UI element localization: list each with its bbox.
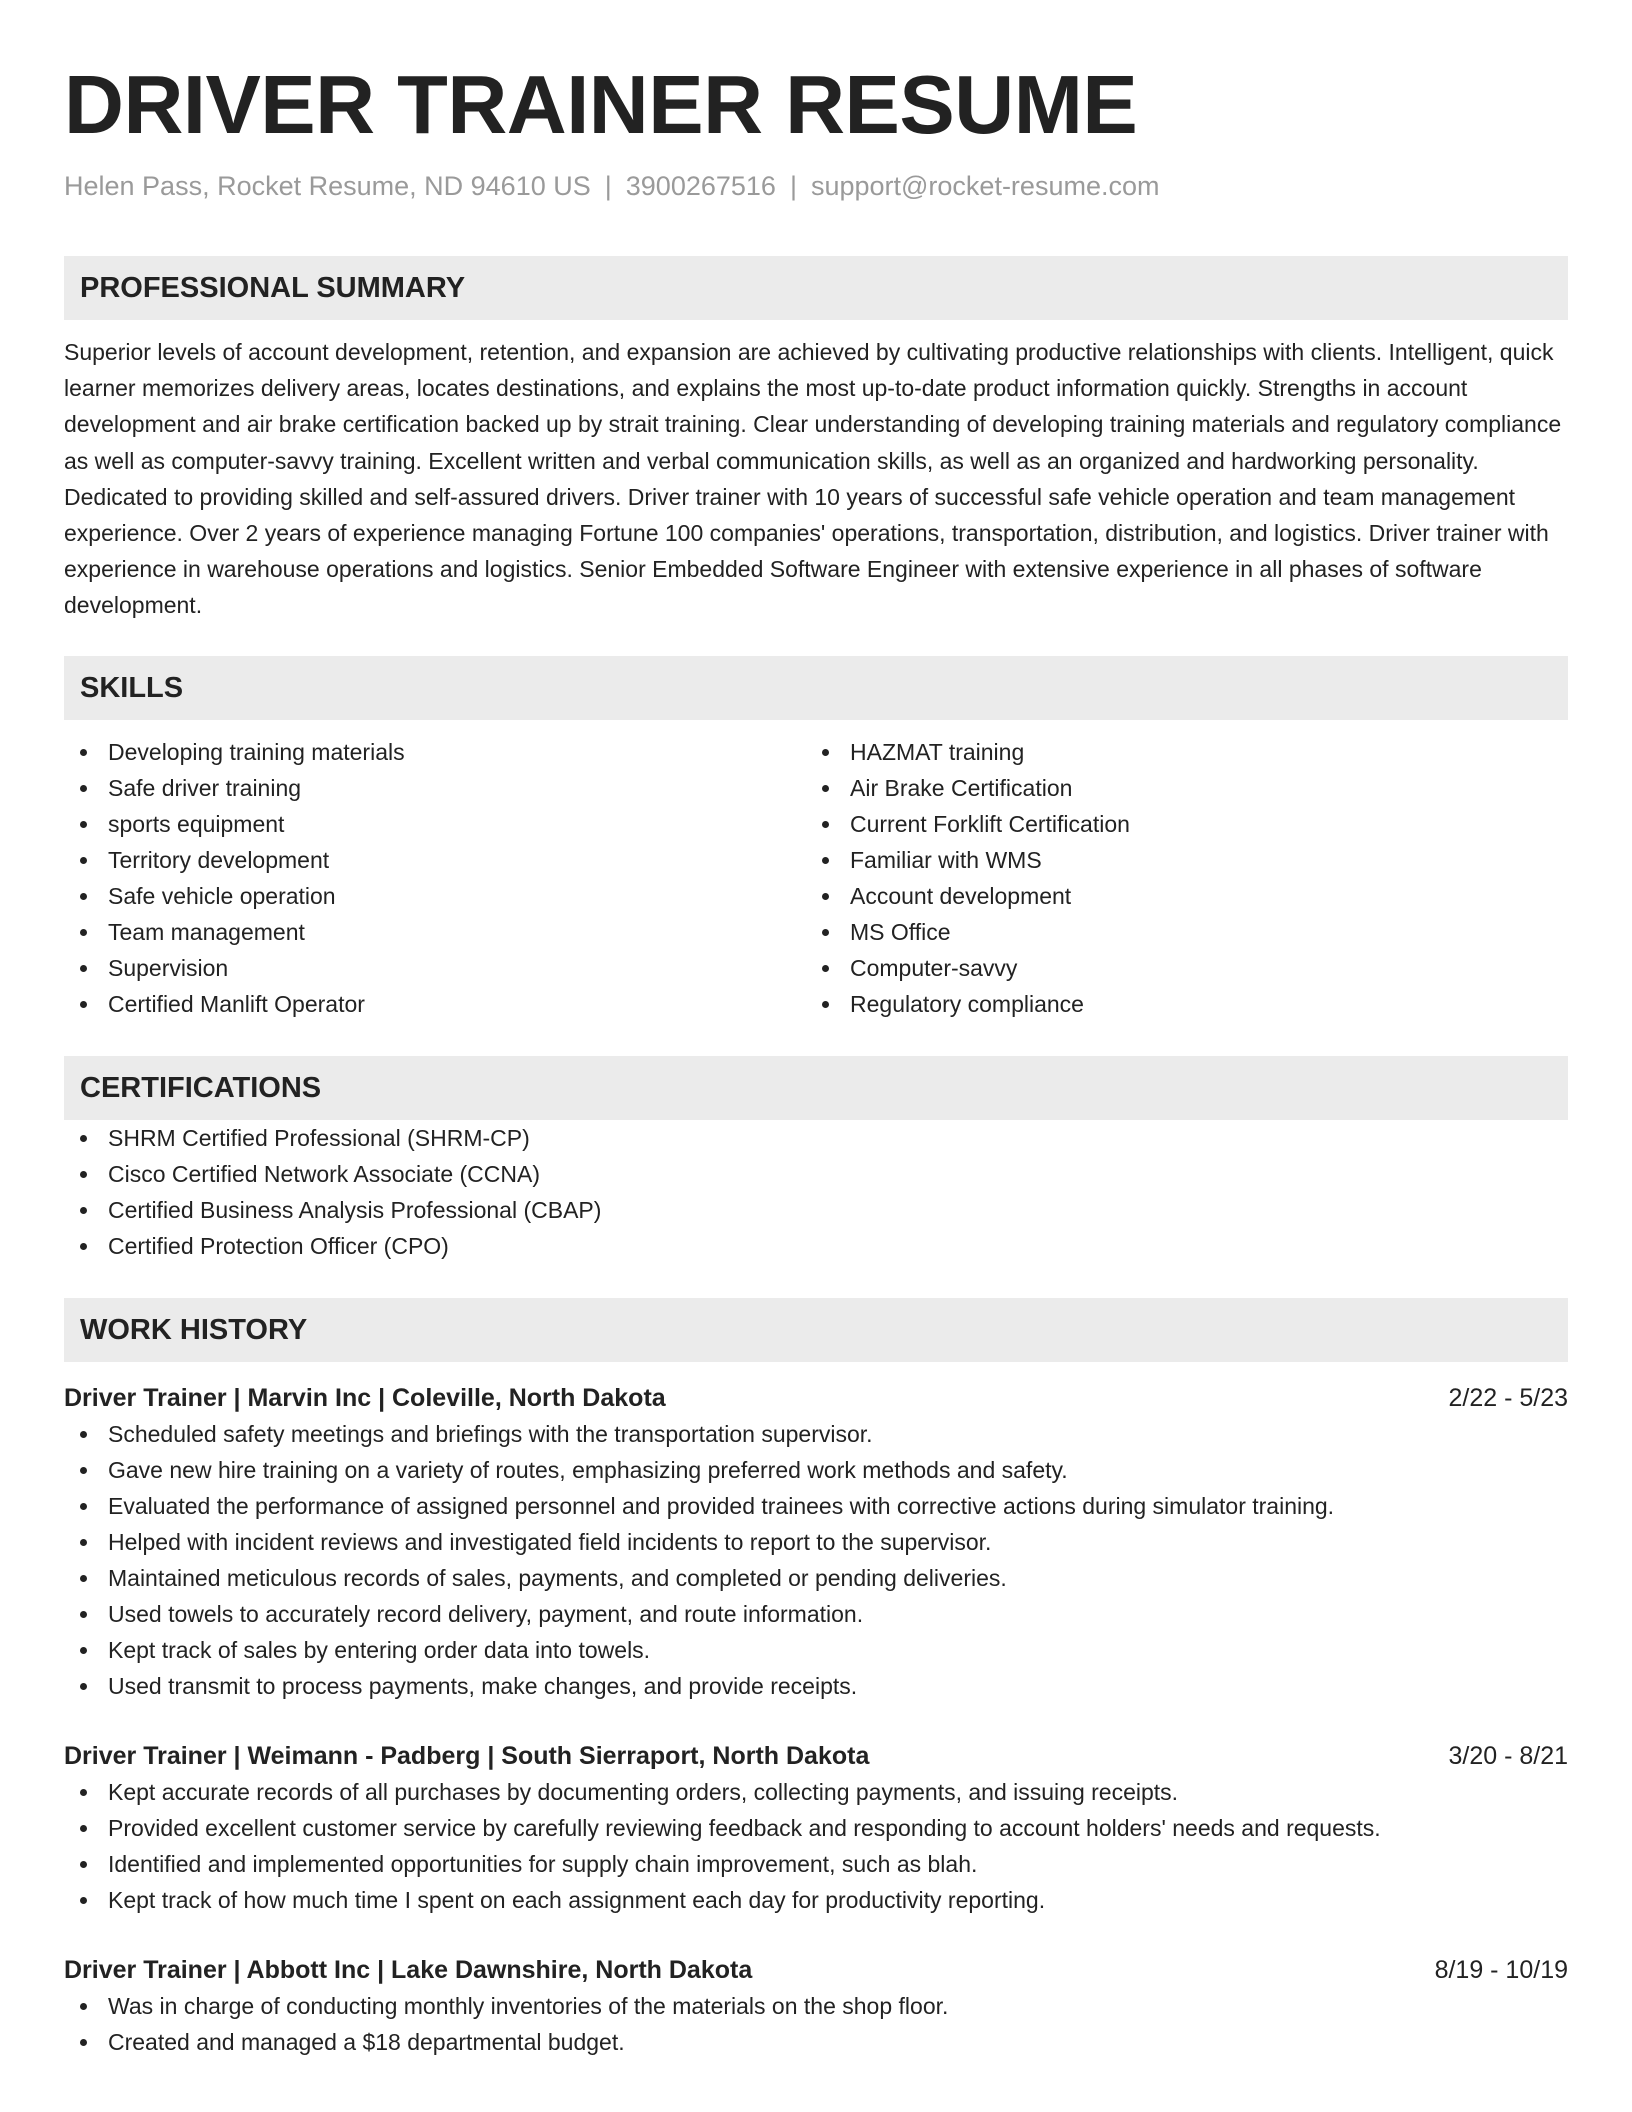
job-header <box>64 1952 1568 1988</box>
summary-text: Superior levels of account development, retention, and expansion are achieved by cultivating productive relationships with clients. Intelligent, quick learner memorizes delivery areas, locates destinations, and explains the most up-to-date product information quickly. Strengths in account development and air brake certification backed up by strait training. Clear understanding of developing training materials and regulatory compliance as well as computer-savvy training. Excellent written and verbal communication skills, as well as an organized and hardworking personality. Dedicated to providing skilled and self-assured drivers. Driver trainer with 10 years of successful safe vehicle operation and team management experience. Over 2 years of experience managing Fortune 100 companies' operations, transportation, distribution, and logistics. Driver trainer with experience in warehouse operations and logistics. Senior Embedded Software Engineer with extensive experience in all phases of software development. <box>64 339 1562 619</box>
certification-item: SHRM Certified Professional (SHRM-CP) <box>64 1120 1568 1156</box>
bullet-dot <box>80 1825 87 1832</box>
certification-item: Cisco Certified Network Associate (CCNA) <box>64 1156 1568 1192</box>
skill-item: MS Office <box>806 914 1548 950</box>
bullet-dot <box>80 1503 87 1510</box>
skills-heading: SKILLS <box>64 656 1568 720</box>
job-header <box>64 1738 1568 1774</box>
bullet-dot <box>80 2003 87 2010</box>
bullet-dot <box>822 749 829 756</box>
skill-item: Territory development <box>64 842 806 878</box>
bullet-dot <box>80 857 87 864</box>
bullet-dot <box>80 929 87 936</box>
skills-columns <box>64 734 1568 1022</box>
job-entry <box>64 1952 1568 2060</box>
bullet-dot <box>80 893 87 900</box>
skill-item: Team management <box>64 914 806 950</box>
contact-separator: | <box>604 171 612 201</box>
bullet-dot <box>822 857 829 864</box>
bullet-dot <box>80 1575 87 1582</box>
job-bullet: Kept track of how much time I spent on each assignment each day for productivity reporting. <box>64 1882 1568 1918</box>
bullet-dot <box>822 785 829 792</box>
bullet-dot <box>80 749 87 756</box>
bullet-dot <box>822 965 829 972</box>
job-bullet: Maintained meticulous records of sales, payments, and completed or pending deliveries. <box>64 1560 1568 1596</box>
bullet-dot <box>822 1001 829 1008</box>
job-bullet: Was in charge of conducting monthly inventories of the materials on the shop floor. <box>64 1988 1568 2024</box>
skill-item: Current Forklift Certification <box>806 806 1548 842</box>
contact-address: Helen Pass, Rocket Resume, ND 94610 US <box>64 171 591 201</box>
bullet-dot <box>80 1135 87 1142</box>
bullet-dot <box>80 1001 87 1008</box>
bullet-dot <box>80 965 87 972</box>
job-bullets <box>64 1774 1568 1918</box>
job-bullet: Created and managed a $18 departmental budget. <box>64 2024 1568 2060</box>
job-header <box>64 1380 1568 1416</box>
resume-title: DRIVER TRAINER RESUME <box>64 58 1138 151</box>
job-title: Driver Trainer | Weimann - Padberg | South Sierraport, North Dakota <box>64 1741 870 1770</box>
bullet-dot <box>80 1789 87 1796</box>
skill-item: Safe vehicle operation <box>64 878 806 914</box>
skill-item: Air Brake Certification <box>806 770 1548 806</box>
job-entry <box>64 1738 1568 1918</box>
skill-item: Safe driver training <box>64 770 806 806</box>
job-bullet: Evaluated the performance of assigned personnel and provided trainees with corrective actions during simulator training. <box>64 1488 1568 1524</box>
job-bullet: Kept track of sales by entering order data into towels. <box>64 1632 1568 1668</box>
job-dates: 8/19 - 10/19 <box>1434 1955 1568 1984</box>
certification-item: Certified Protection Officer (CPO) <box>64 1228 1568 1264</box>
skills-left-column <box>64 734 806 1022</box>
job-bullet: Provided excellent customer service by carefully reviewing feedback and responding to account holders' needs and requests. <box>64 1810 1568 1846</box>
job-bullet: Used transmit to process payments, make changes, and provide receipts. <box>64 1668 1568 1704</box>
job-bullet: Gave new hire training on a variety of routes, emphasizing preferred work methods and safety. <box>64 1452 1568 1488</box>
job-dates: 2/22 - 5/23 <box>1448 1383 1568 1412</box>
bullet-dot <box>822 893 829 900</box>
bullet-dot <box>80 1171 87 1178</box>
job-bullet: Identified and implemented opportunities for supply chain improvement, such as blah. <box>64 1846 1568 1882</box>
contact-email: support@rocket-resume.com <box>810 171 1160 201</box>
skill-item: Familiar with WMS <box>806 842 1548 878</box>
skill-item: Developing training materials <box>64 734 806 770</box>
skill-item: Supervision <box>64 950 806 986</box>
skill-item: Regulatory compliance <box>806 986 1548 1022</box>
bullet-dot <box>80 1539 87 1546</box>
job-bullet: Used towels to accurately record delivery, payment, and route information. <box>64 1596 1568 1632</box>
contact-line <box>64 168 1568 204</box>
bullet-dot <box>822 929 829 936</box>
bullet-dot <box>80 785 87 792</box>
certification-item: Certified Business Analysis Professional (CBAP) <box>64 1192 1568 1228</box>
skill-item: Computer-savvy <box>806 950 1548 986</box>
skill-item: Account development <box>806 878 1548 914</box>
bullet-dot <box>80 1861 87 1868</box>
work-history-heading: WORK HISTORY <box>64 1298 1568 1362</box>
skill-item: HAZMAT training <box>806 734 1548 770</box>
skills-right-column <box>806 734 1548 1022</box>
job-title: Driver Trainer | Abbott Inc | Lake Dawnshire, North Dakota <box>64 1955 753 1984</box>
job-bullet: Scheduled safety meetings and briefings with the transportation supervisor. <box>64 1416 1568 1452</box>
bullet-dot <box>80 1683 87 1690</box>
bullet-dot <box>80 1207 87 1214</box>
certifications-heading: CERTIFICATIONS <box>64 1056 1568 1120</box>
bullet-dot <box>80 821 87 828</box>
bullet-dot <box>80 1243 87 1250</box>
bullet-dot <box>822 821 829 828</box>
job-entry <box>64 1380 1568 1704</box>
bullet-dot <box>80 1647 87 1654</box>
job-title: Driver Trainer | Marvin Inc | Coleville, North Dakota <box>64 1383 666 1412</box>
bullet-dot <box>80 1467 87 1474</box>
job-bullets <box>64 1416 1568 1704</box>
bullet-dot <box>80 2039 87 2046</box>
job-bullets <box>64 1988 1568 2060</box>
skill-item: Certified Manlift Operator <box>64 986 806 1022</box>
certifications-list <box>64 1120 1568 1264</box>
bullet-dot <box>80 1897 87 1904</box>
job-bullet: Kept accurate records of all purchases by documenting orders, collecting payments, and issuing receipts. <box>64 1774 1568 1810</box>
summary-heading: PROFESSIONAL SUMMARY <box>64 256 1568 320</box>
bullet-dot <box>80 1431 87 1438</box>
job-dates: 3/20 - 8/21 <box>1448 1741 1568 1770</box>
contact-phone: 3900267516 <box>625 171 776 201</box>
contact-separator: | <box>789 171 797 201</box>
resume-page <box>64 0 1568 2060</box>
job-bullet: Helped with incident reviews and investigated field incidents to report to the supervisor. <box>64 1524 1568 1560</box>
bullet-dot <box>80 1611 87 1618</box>
skill-item: sports equipment <box>64 806 806 842</box>
